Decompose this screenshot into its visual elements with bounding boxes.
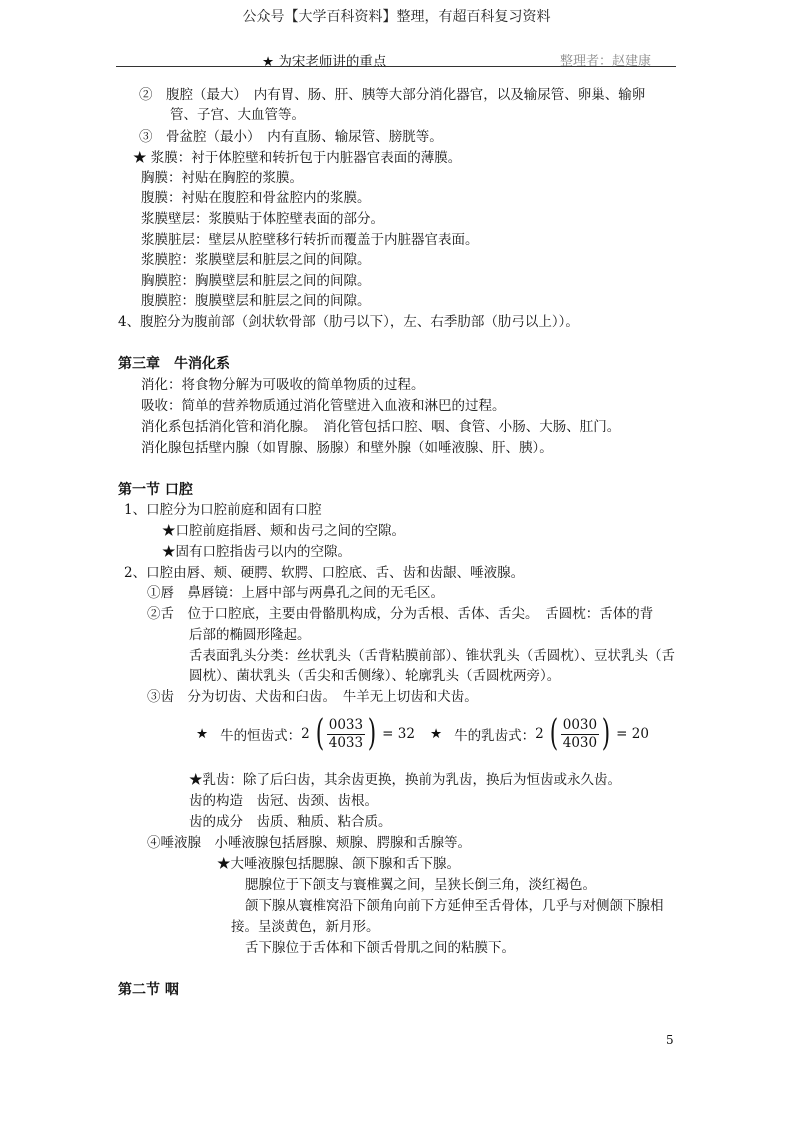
header-key-note: ★ 为宋老师讲的重点 [262, 54, 387, 70]
formula-upper-teeth: 0030 [562, 716, 598, 733]
permanent-dental-formula [196, 713, 415, 754]
text-line: ③齿 分为切齿、犬齿和臼齿。 牛羊无上切齿和犬齿。 [147, 689, 478, 705]
formula-coefficient: 2 [301, 726, 310, 742]
page-number: 5 [666, 1033, 674, 1047]
text-line: ★乳齿：除了后臼齿，其余齿更换，换前为乳齿，换后为恒齿或永久齿。 [189, 772, 621, 788]
text-line: 消化系包括消化管和消化腺。 消化管包括口腔、咽、食管、小肠、大肠、肛门。 [141, 419, 621, 435]
text-line: 浆膜腔：浆膜壁层和脏层之间的间隙。 [141, 252, 371, 268]
header-divider [116, 66, 676, 67]
right-paren: ) [367, 713, 377, 754]
text-line: ★大唾液腺包括腮腺、颌下腺和舌下腺。 [217, 856, 460, 872]
text-line: 舌下腺位于舌体和下颌舌骨肌之间的粘膜下。 [245, 940, 515, 956]
formula-result: = 32 [382, 726, 415, 742]
text-line: 颌下腺从寰椎窝沿下颌角向前下方延伸至舌骨体，几乎与对侧颌下腺相 [245, 898, 664, 914]
text-line: 浆膜脏层：壁层从腔壁移行转折而覆盖于内脏器官表面。 [141, 232, 479, 248]
chapter-heading: 第三章 牛消化系 [118, 356, 230, 372]
text-line: ★ 浆膜：衬于体腔壁和转折包于内脏器官表面的薄膜。 [133, 150, 462, 166]
text-line: 胸膜腔：胸膜壁层和脏层之间的间隙。 [141, 273, 371, 289]
text-line: ④唾液腺 小唾液腺包括唇腺、颊腺、腭腺和舌腺等。 [147, 835, 471, 851]
text-line: 管、子宫、大血管等。 [170, 107, 305, 123]
text-line: ★口腔前庭指唇、颊和齿弓之间的空隙。 [162, 523, 405, 539]
text-line: ② 腹腔（最大） 内有胃、肠、肝、胰等大部分消化器官，以及输尿管、卵巢、输卵 [139, 87, 646, 103]
formula-label: 牛的恒齿式： [220, 728, 302, 744]
text-line: ③ 骨盆腔（最小） 内有直肠、输尿管、膀胱等。 [139, 129, 443, 145]
section-heading: 第二节 咽 [118, 982, 179, 998]
text-line: 接。呈淡黄色，新月形。 [231, 919, 380, 935]
section-heading: 第一节 口腔 [118, 482, 193, 498]
right-paren: ) [601, 713, 611, 754]
text-line: 胸膜：衬贴在胸腔的浆膜。 [141, 170, 303, 186]
text-line: 腮腺位于下颌支与寰椎翼之间，呈狭长倒三角，淡红褐色。 [245, 877, 596, 893]
text-line: 吸收：简单的营养物质通过消化管壁进入血液和淋巴的过程。 [141, 398, 506, 414]
text-line: 浆膜壁层：浆膜贴于体腔壁表面的部分。 [141, 211, 384, 227]
text-line: 齿的成分 齿质、釉质、粘合质。 [189, 814, 392, 830]
text-line: 消化：将食物分解为可吸收的简单物质的过程。 [141, 377, 425, 393]
header-author: 整理者：赵建康 [560, 54, 652, 69]
text-line: 2、口腔由唇、颊、硬腭、软腭、口腔底、舌、齿和齿龈、唾液腺。 [124, 565, 525, 581]
text-line: 4、腹腔分为腹前部（剑状软骨部（肋弓以下），左、右季肋部（肋弓以上））。 [118, 314, 579, 330]
text-line: 圆枕）、菌状乳头（舌尖和舌侧缘）、轮廓乳头（舌圆枕两旁）。 [189, 668, 561, 684]
formula-label: 牛的乳齿式： [454, 728, 536, 744]
deciduous-dental-formula [430, 713, 649, 754]
text-line: 后部的椭圆形隆起。 [189, 627, 311, 643]
source-banner: 公众号【大学百科资料】整理，有超百科复习资料 [242, 9, 551, 25]
text-line: ①唇 鼻唇镜：上唇中部与两鼻孔之间的无毛区。 [147, 585, 444, 601]
text-line: 舌表面乳头分类：丝状乳头（舌背粘膜前部）、锥状乳头（舌圆枕）、豆状乳头（舌 [189, 648, 675, 664]
text-line: 腹膜：衬贴在腹腔和骨盆腔内的浆膜。 [141, 190, 371, 206]
formula-result: = 20 [616, 726, 649, 742]
text-line: ②舌 位于口腔底，主要由骨骼肌构成，分为舌根、舌体、舌尖。 舌圆枕：舌体的背 [147, 606, 654, 622]
formula-lower-teeth: 4030 [562, 734, 598, 751]
left-paren: ( [315, 713, 324, 754]
formula-coefficient: 2 [535, 726, 544, 742]
star-icon: ★ [430, 726, 443, 742]
text-line: 1、口腔分为口腔前庭和固有口腔 [124, 502, 322, 518]
formula-lower-teeth: 4033 [328, 734, 364, 751]
text-line: 消化腺包括壁内腺（如胃腺、肠腺）和壁外腺（如唾液腺、肝、胰）。 [141, 440, 553, 456]
formula-upper-teeth: 0033 [328, 716, 364, 733]
star-icon: ★ [196, 726, 209, 742]
text-line: 齿的构造 齿冠、齿颈、齿根。 [189, 793, 378, 809]
text-line: ★固有口腔指齿弓以内的空隙。 [162, 544, 351, 560]
left-paren: ( [549, 713, 558, 754]
text-line: 腹膜腔：腹膜壁层和脏层之间的间隙。 [141, 293, 371, 309]
